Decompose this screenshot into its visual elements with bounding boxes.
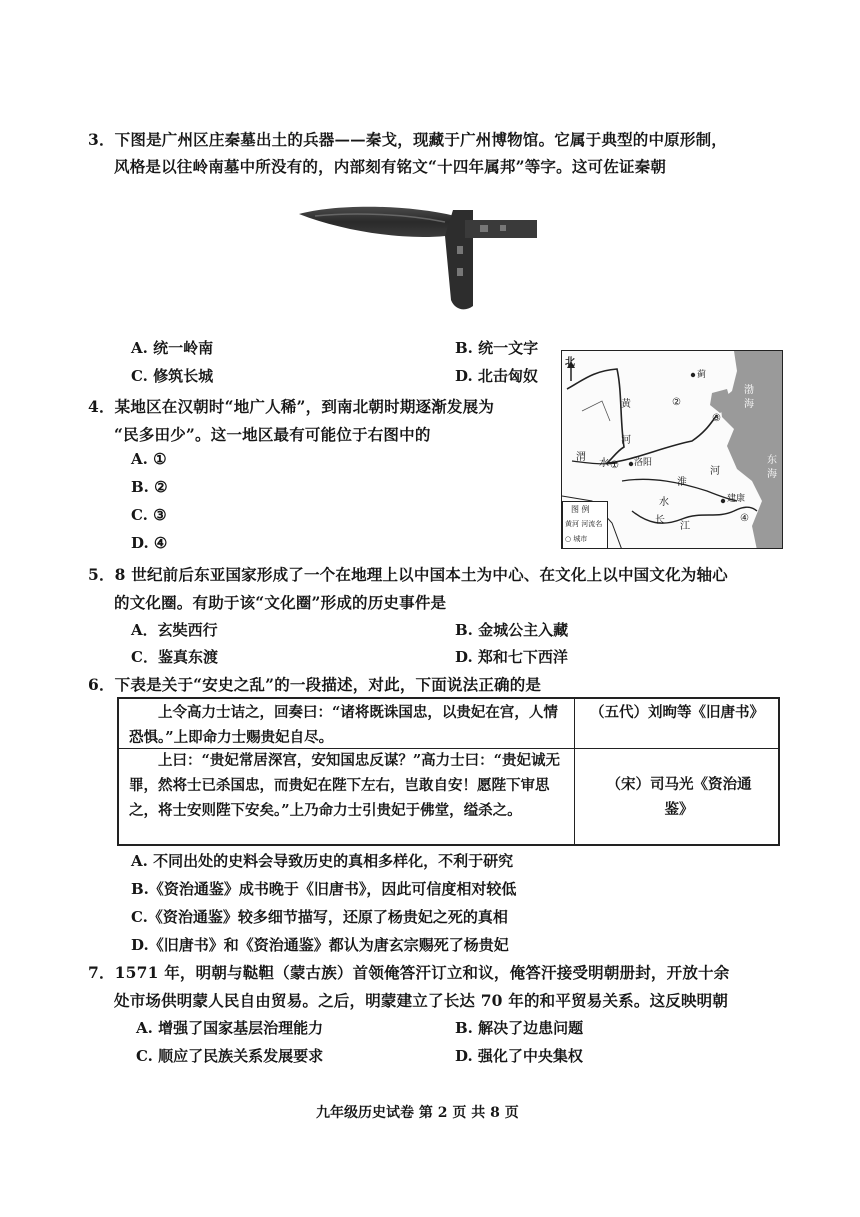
map-river-label: 长 [655,515,665,526]
q6-option-a: A. 不同出处的史料会导致历史的真相多样化，不利于研究 [131,852,514,870]
map-marker-1: ① [610,460,619,471]
q7-option-d: D. 强化了中央集权 [455,1047,583,1065]
q3-stem-line1: 3．下图是广州区庄秦墓出土的兵器——秦戈，现藏于广州博物馆。它属于典型的中原形制， [88,130,727,149]
q5-option-d: D. 郑和七下西洋 [455,648,568,666]
q7-stem-line2: 处市场供明蒙人民自由贸易。之后，明蒙建立了长达 70 年的和平贸易关系。这反映明朝 [114,991,729,1010]
q6-option-c: C.《资治通鉴》较多细节描写，还原了杨贵妃之死的真相 [131,908,508,926]
q3-option-d: D. 北击匈奴 [455,367,538,385]
q4-option-a: A. ① [131,450,167,468]
q5-option-b: B. 金城公主入藏 [455,621,569,639]
q6-option-d: D.《旧唐书》和《资治通鉴》都认为唐玄宗赐死了杨贵妃 [131,936,509,954]
q7-option-c: C. 顺应了民族关系发展要求 [136,1047,324,1065]
map-north-label: 北 [565,357,575,368]
q6-stem: 6．下表是关于“安史之乱”的一段描述，对此，下面说法正确的是 [88,675,542,694]
map-river-label: 渭 [576,452,586,463]
q4-map [561,350,783,549]
table-row-1-source: （五代）刘昫等《旧唐书》 [590,704,764,721]
q7-stem-line1: 7．1571 年，明朝与鞑靼（蒙古族）首领俺答汗订立和议，俺答汗接受明朝册封，开放十余 [88,963,730,982]
q4-stem-line1: 4．某地区在汉朝时“地广人稀”，到南北朝时期逐渐发展为 [88,397,495,416]
map-marker-4: ④ [740,513,749,524]
map-river-label: 水 [659,497,669,508]
map-legend [562,501,608,549]
qin-ge-weapon-image [295,196,543,316]
map-city-luoyang: 洛阳 [634,458,653,468]
map-legend-river: 黄河 河流名 [565,520,603,528]
q3-stem-line2: 风格是以往岭南墓中所没有的，内部刻有铭文“十四年属邦”等字。这可佐证秦朝 [114,157,667,176]
q5-stem-line1: 5．8 世纪前后东亚国家形成了一个在地理上以中国本土为中心、在文化上以中国文化为轴心 [88,565,728,584]
map-river-label: 淮 [677,477,687,488]
map-legend-title: 图 例 [571,505,590,514]
q4-option-c: C. ③ [131,506,167,524]
q3-option-b: B. 统一文字 [455,339,539,357]
q4-option-b: B. ② [131,478,168,496]
map-marker-2: ② [672,397,681,408]
map-river-label: 黄 [621,399,631,410]
map-river-label: 江 [680,521,690,532]
map-legend-city: ○ 城市 [565,535,588,543]
q5-stem-line2: 的文化圈。有助于该“文化圈”形成的历史事件是 [114,593,447,612]
q7-option-b: B. 解决了边患问题 [455,1019,584,1037]
table-row-2-text: 上曰：“贵妃常居深宫，安知国忠反谋？”高力士曰：“贵妃诚无罪，然将士已杀国忠，而贵妃在陛下左右，岂敢自安！愿陛下审思之，将士安则陛下安矣。”上乃命力士引贵妃于佛堂，缢杀之。 [129,752,561,819]
map-sea-label: 渤 [744,385,754,396]
map-sea-label: 海 [744,399,754,410]
map-river-label: 河 [710,466,720,477]
map-marker-3: ③ [712,413,721,424]
map-river-label: 河 [621,435,631,446]
q3-option-c: C. 修筑长城 [131,367,214,385]
city-dot-icon: ○ [565,535,574,543]
q6-option-b: B.《资治通鉴》成书晚于《旧唐书》，因此可信度相对较低 [131,880,517,898]
q4-option-d: D. ④ [131,534,168,552]
q3-option-a: A. 统一岭南 [131,339,214,357]
table-row-2-source: （宋）司马光《资治通鉴》 [606,776,752,818]
q5-option-c: C．鉴真东渡 [131,648,218,666]
q6-source-table [117,697,780,846]
q4-stem-line2: “民多田少”。这一地区最有可能位于右图中的 [114,425,431,444]
page-footer: 九年级历史试卷 第 2 页 共 8 页 [316,1105,519,1121]
table-row-1-text: 上令高力士诘之，回奏曰：“诸将既诛国忠，以贵妃在宫，人情恐惧。”上即命力士赐贵妃自尽。 [129,704,558,746]
map-sea-label: 海 [767,469,777,480]
map-river-label: 水 [599,458,609,469]
q7-option-a: A. 增强了国家基层治理能力 [136,1019,324,1037]
map-sea-label: 东 [767,455,777,466]
q5-option-a: A．玄奘西行 [131,621,218,639]
map-city-jiankang: 建康 [727,494,746,504]
table-divider [574,699,575,844]
map-city-ji: 蓟 [697,370,707,380]
